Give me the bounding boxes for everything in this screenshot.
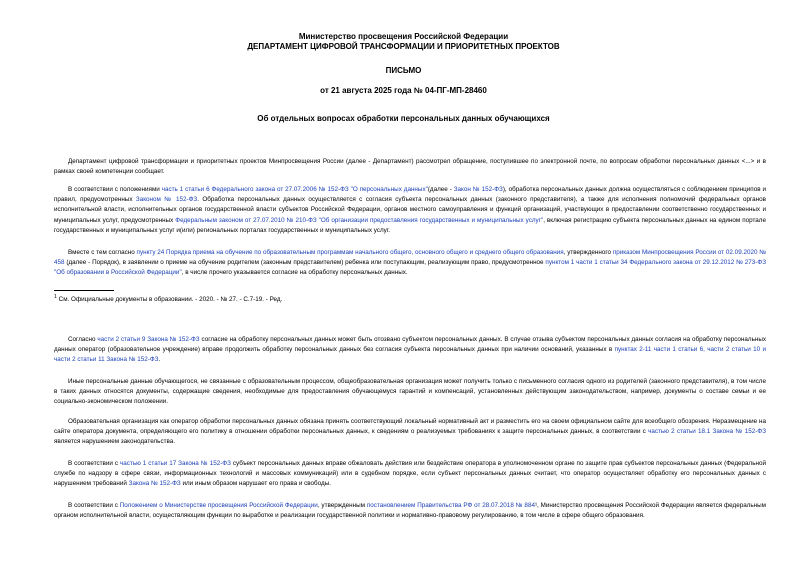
paragraph-text: субъект персональных данных вправе обжаловать действия или бездействие оператора в уполномоченном органе по защите прав субъектов персональных данных (Федеральной службе по надзору в сфере связи, информационных технологий и массовых коммуникаций) или в судебном порядке, если субъект персональных данных считает, что оператор осуществляет обработку его персональных данных с нарушением требований xyxy=(54,460,767,488)
paragraph-2 xyxy=(54,185,766,236)
law-link[interactable]: частью 2 статьи 18.1 Закона № 152-ФЗ xyxy=(648,428,766,436)
paragraph-text: В соответствии с положениями xyxy=(68,186,162,193)
paragraph-8 xyxy=(54,501,766,521)
paragraph-text: В соответствии с xyxy=(68,502,120,509)
department-name: ДЕПАРТАМЕНТ ЦИФРОВОЙ ТРАНСФОРМАЦИИ И ПРИОРИТЕТНЫХ ПРОЕКТОВ xyxy=(247,42,560,51)
paragraph-text: ), обработка персональных данных должна осуществляться с соблюдением принципов и правил, предусмотренных xyxy=(54,186,766,204)
law-link[interactable]: постановлением Правительства РФ от 28.07.2018 № 884 xyxy=(366,502,535,509)
law-link[interactable]: пункту 24 Порядка приема на обучение по образовательным программам начального общего, основного общего и среднего общего образования xyxy=(136,249,564,256)
document-subject: Об отдельных вопросах обработки персональных данных обучающихся xyxy=(257,114,550,123)
paragraph-text: является нарушением законодательства. xyxy=(54,438,176,446)
paragraph-text: . xyxy=(158,356,161,364)
paragraph-4 xyxy=(54,335,766,366)
paragraph-text: В соответствии с xyxy=(68,460,120,467)
paragraph-text: , в числе прочего указывается согласие на обработку персональных данных. xyxy=(181,269,408,277)
law-link[interactable]: Закона № 152-ФЗ xyxy=(128,480,181,488)
footnote-divider xyxy=(54,290,114,291)
law-link[interactable]: Закон № 152-ФЗ xyxy=(453,186,503,193)
paragraph-text: (далее - Порядок), в заявлении о приеме на обучение родителем (законным представителем) ребенка или поступающим, реализующим право, предусмотренное xyxy=(64,259,546,267)
paragraph-text: Образовательная организация как оператор обработки персональных данных обязана принять соответствующий локальный нормативный акт и разместить его на своем официальном сайте для всеобщего обозрения. Неразмещение на сайте оператора документа, определяющего его политику в отношении обработки персональных данных, к сведениям о реализуемых требованиях к защите персональных данных, в соответствии с xyxy=(54,418,766,436)
paragraph-text: или иным образом нарушает его права и свободы. xyxy=(180,480,331,488)
paragraph-6 xyxy=(54,417,766,448)
law-link[interactable]: пунктом 1 части 1 статьи 34 Федерального закона от 29.12.2012 № 273-ФЗ "Об образовании в Российской Федерации" xyxy=(54,259,766,277)
law-link[interactable]: частью 1 статьи 17 Закона № 152-ФЗ xyxy=(120,460,231,467)
paragraph-text: . Обработка персональных данных осуществляется с согласия субъекта персональных данных (законного представителя), а также для исполнения полномочий федеральных органов исполнительной власти, исполнительных органов государственной власти субъектов Российской Федерации, органов местного самоуправления и функций организаций, участвующих в предоставлении соответственно государственных и муниципальных услуг, предусмотренных xyxy=(54,196,767,224)
paragraph-text: , утвержденным xyxy=(317,502,367,509)
paragraph-text: Иные персональные данные обучающегося, не связанные с образовательным процессом, общеобразовательная организация может получить только с письменного согласия одного из родителей (законного представителя), в том числе в таких данных относятся документы, содержащие сведения, необходимые для предоставления обучающемуся гарантий и компенсаций, установленных действующим законодательством, например, документы о составе семьи и ее социально-экономическом положении. xyxy=(54,378,766,406)
paragraph-text: ¹, Министерство просвещения Российской Федерации является федеральным органом исполнительной власти, осуществляющим функции по выработке и реализации государственной политики и нормативно-правовому регулированию, в том числе в сфере общего образования. xyxy=(54,502,767,520)
paragraph-text: Согласно xyxy=(68,336,98,343)
paragraph-1 xyxy=(54,157,766,177)
paragraph-text: , включая регистрацию субъекта персональных данных на едином портале государственных и муниципальных услуг и(или) региональных порталах государственных и муниципальных услуг. xyxy=(54,216,766,234)
law-link[interactable]: части 2 статьи 9 Закона № 152-ФЗ xyxy=(97,336,200,343)
footnote-mark: 1 xyxy=(54,294,57,300)
paragraph-text: (далее - xyxy=(427,186,454,193)
footnote xyxy=(54,293,282,304)
law-link[interactable]: Положением о Министерстве просвещения Российской Федерации xyxy=(119,502,318,509)
paragraph-text: Департамент цифровой трансформации и приоритетных проектов Минпросвещения России (далее - Департамент) рассмотрел обращение, поступившее по электронной почте, по вопросам обработки персональных данных <...> и в рамках своей компетенции сообщает. xyxy=(54,158,766,176)
law-link[interactable]: пунктах 2-11 части 1 статьи 6, части 2 статьи 10 и части 2 статьи 11 Закона № 152-ФЗ xyxy=(54,346,766,364)
paragraph-3 xyxy=(54,248,766,279)
footnote-text: См. Официальные документы в образовании. - 2020. - № 27. - С.7-19. - Ред. xyxy=(58,296,283,304)
law-link[interactable]: приказом Минпросвещения России от 02.09.2020 № 458 xyxy=(54,249,766,267)
paragraph-text: , утвержденного xyxy=(563,249,613,256)
law-link[interactable]: часть 1 статьи 6 Федерального закона от 27.07.2006 № 152-ФЗ "О персональных данных" xyxy=(161,186,428,193)
paragraph-5 xyxy=(54,377,766,408)
law-link[interactable]: Законом № 152-ФЗ xyxy=(135,196,198,204)
document-date-number: от 21 августа 2025 года № 04-ПГ-МП-28460 xyxy=(320,86,487,95)
law-link[interactable]: Федеральным законом от 27.07.2010 № 210-ФЗ "Об организации предоставления государственных и муниципальных услуг" xyxy=(175,216,544,224)
ministry-name: Министерство просвещения Российской Федерации xyxy=(298,32,509,41)
paragraph-7 xyxy=(54,459,766,490)
document-type: ПИСЬМО xyxy=(385,66,422,75)
paragraph-text: Вместе с тем согласно xyxy=(68,249,137,256)
paragraph-text: согласие на обработку персональных данных может быть отозвано субъектом персональных данных. В случае отзыва субъектом персональных данных согласия на обработку персональных данных оператор (образовательное учреждение) вправе продолжить обработку персональных данных без согласия субъекта персональных данных при наличии оснований, указанных в xyxy=(54,336,767,354)
